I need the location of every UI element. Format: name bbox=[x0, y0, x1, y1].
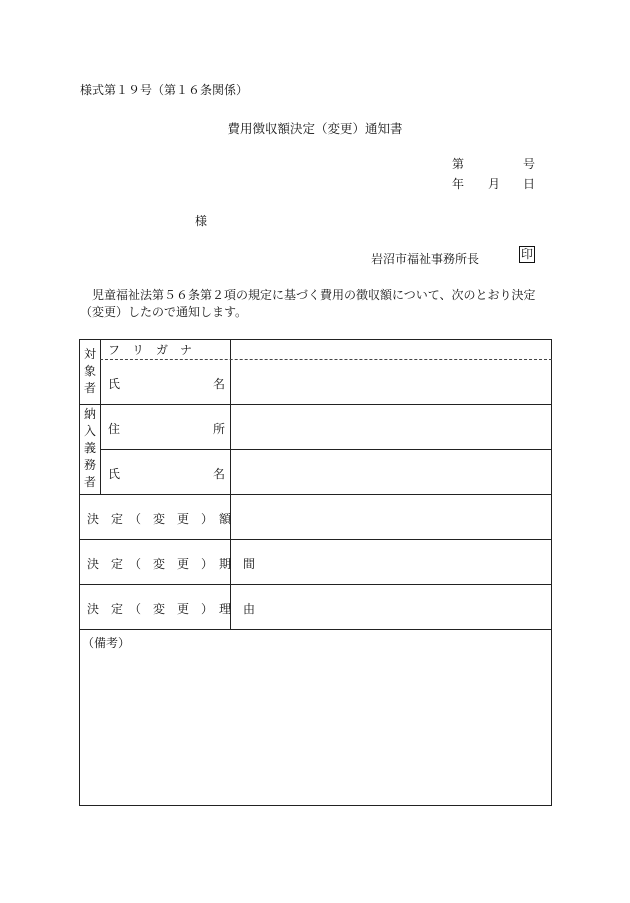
decision-period-label: 決 定 （ 変 更 ） 期 間 bbox=[87, 557, 256, 571]
document-number-suffix: 号 bbox=[523, 157, 536, 171]
label-column-divider bbox=[230, 339, 231, 630]
remarks-label: （備考） bbox=[82, 636, 131, 650]
row-divider-6 bbox=[79, 629, 552, 630]
subject-name-label-left: 氏 bbox=[108, 377, 121, 391]
decision-reason-label: 決 定 （ 変 更 ） 理 由 bbox=[87, 602, 256, 616]
row-divider-3 bbox=[79, 494, 552, 495]
date-year-label: 年 bbox=[452, 177, 465, 191]
subject-group-label: 対象者 bbox=[83, 347, 96, 395]
row-divider-4 bbox=[79, 539, 552, 540]
payer-name-label-left: 氏 bbox=[108, 467, 121, 481]
addressee-honorific: 様 bbox=[195, 214, 208, 228]
row-divider-1 bbox=[79, 404, 552, 405]
payer-address-label-right: 所 bbox=[213, 422, 226, 436]
seal-mark: 印 bbox=[521, 247, 534, 261]
payer-group-label: 納入義務者 bbox=[83, 407, 96, 489]
notice-table bbox=[79, 339, 552, 806]
document-title: 費用徴収額決定（変更）通知書 bbox=[227, 121, 403, 136]
document-number-prefix: 第 bbox=[452, 157, 465, 171]
furigana-divider bbox=[100, 359, 552, 360]
date-day-label: 日 bbox=[523, 177, 536, 191]
date-month-label: 月 bbox=[488, 177, 501, 191]
furigana-label: フ リ ガ ナ bbox=[108, 343, 193, 357]
row-divider-5 bbox=[79, 584, 552, 585]
payer-name-label-right: 名 bbox=[213, 467, 226, 481]
row-divider-2 bbox=[100, 449, 552, 450]
subject-name-label-right: 名 bbox=[213, 377, 226, 391]
form-number: 様式第１９号（第１６条関係） bbox=[80, 83, 249, 97]
notice-body-text: 児童福祉法第５６条第２項の規定に基づく費用の徴収額について、次のとおり決定（変更）したので通知します。 bbox=[80, 288, 536, 319]
payer-address-label-left: 住 bbox=[108, 422, 121, 436]
issuer-name: 岩沼市福祉事務所長 bbox=[371, 252, 480, 266]
decision-amount-label: 決 定 （ 変 更 ） 額 bbox=[87, 512, 232, 526]
